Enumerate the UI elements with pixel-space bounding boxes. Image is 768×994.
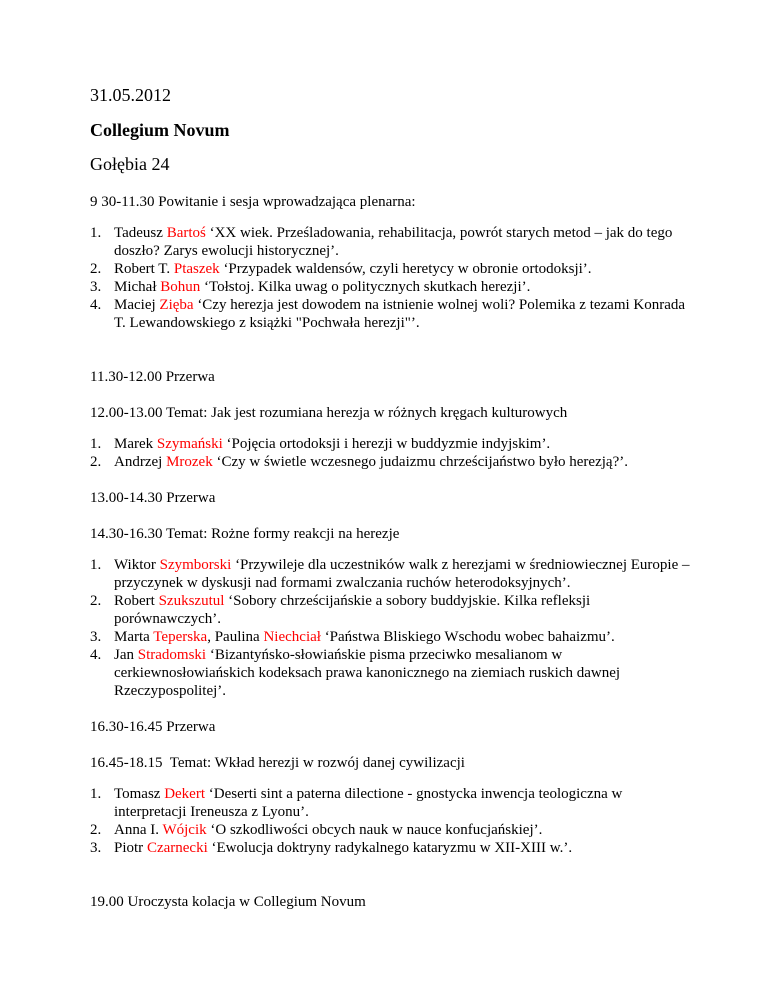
speaker-surname: Szymański bbox=[156, 436, 223, 452]
talk-title: ‘Przypadek waldensów, czyli heretycy w obronie ortodoksji’. bbox=[219, 261, 592, 277]
talk-list bbox=[90, 435, 690, 471]
venue-address: Gołębia 24 bbox=[90, 154, 170, 174]
list-item bbox=[90, 224, 690, 260]
item-number: 2. bbox=[90, 593, 102, 609]
speaker-first-name: Robert bbox=[114, 593, 159, 609]
item-number: 4. bbox=[90, 297, 102, 313]
talk-title: ‘XX wiek. Prześladowania, rehabilitacja, powrót starych metod – jak do tego doszło? Zarys ewolucji historycznej’. bbox=[114, 225, 673, 259]
speaker-first-name: Anna I. bbox=[114, 822, 163, 838]
talk-list bbox=[90, 556, 690, 700]
talk-list bbox=[90, 785, 690, 857]
list-item bbox=[90, 646, 690, 700]
list-item bbox=[90, 556, 690, 592]
item-number: 1. bbox=[90, 557, 102, 573]
list-item bbox=[90, 628, 690, 646]
closing-dinner: 19.00 Uroczysta kolacja w Collegium Novum bbox=[90, 894, 366, 910]
speaker-surname: Bohun bbox=[160, 279, 201, 295]
list-item bbox=[90, 592, 690, 628]
item-number: 2. bbox=[90, 822, 102, 838]
session-heading: 11.30-12.00 Przerwa bbox=[90, 369, 215, 385]
speaker-surname: Dekert bbox=[164, 786, 205, 802]
session-heading: 16.30-16.45 Przerwa bbox=[90, 719, 216, 735]
speaker-surname: Szymborski bbox=[159, 557, 232, 573]
talk-title: ‘Pojęcia ortodoksji i herezji w buddyzmie indyjskim’. bbox=[222, 436, 551, 452]
talk-title: ‘Ewolucja doktryny radykalnego kataryzmu w XII-XIII w.’. bbox=[207, 840, 573, 856]
talk-title: ‘Bizantyńsko-słowiańskie pisma przeciwko mesalianom w cerkiewnosłowiańskich kodeksach prawa kanonicznego na ziemiach ruskich dawnej Rzeczypospolitej’. bbox=[114, 647, 621, 699]
list-item bbox=[90, 821, 690, 839]
speaker-surname: Mrozek bbox=[166, 454, 213, 470]
venue-name: Collegium Novum bbox=[90, 120, 230, 140]
conference-date: 31.05.2012 bbox=[90, 85, 171, 105]
session-heading: 12.00-13.00 Temat: Jak jest rozumiana herezja w różnych kręgach kulturowych bbox=[90, 405, 568, 421]
list-item bbox=[90, 260, 690, 278]
item-number: 2. bbox=[90, 454, 102, 470]
talk-title: ‘Przywileje dla uczestników walk z herezjami w średniowiecznej Europie – przyczynek w dyskusji nad formami zwalczania ruchów heterodoksyjnych’. bbox=[114, 557, 690, 591]
speaker-first-name: Michał bbox=[114, 279, 161, 295]
session-heading: 16.45-18.15 Temat: Wkład herezji w rozwój danej cywilizacji bbox=[90, 755, 465, 771]
speaker-surname: Czarnecki bbox=[146, 840, 208, 856]
document-page bbox=[90, 84, 690, 911]
item-number: 4. bbox=[90, 647, 102, 663]
list-item bbox=[90, 785, 690, 821]
speaker-surname: Szukszutul bbox=[158, 593, 225, 609]
speaker-first-name: Marta bbox=[114, 629, 154, 645]
speaker-first-name: Maciej bbox=[114, 297, 160, 313]
speaker-separator: , Paulina bbox=[207, 629, 264, 645]
item-number: 1. bbox=[90, 786, 102, 802]
talk-list bbox=[90, 224, 690, 332]
speaker-first-name: Piotr bbox=[114, 840, 147, 856]
speaker-surname: Bartoś bbox=[166, 225, 206, 241]
speaker-surname: Wójcik bbox=[162, 822, 207, 838]
speaker-first-name: Andrzej bbox=[114, 454, 167, 470]
speaker-surname: Ptaszek bbox=[173, 261, 220, 277]
talk-title: ‘Tołstoj. Kilka uwag o politycznych skutkach herezji’. bbox=[200, 279, 531, 295]
item-number: 3. bbox=[90, 629, 102, 645]
item-number: 1. bbox=[90, 436, 102, 452]
session-heading: 13.00-14.30 Przerwa bbox=[90, 490, 216, 506]
list-item bbox=[90, 435, 690, 453]
talk-title: ‘Czy w świetle wczesnego judaizmu chrześcijaństwo było herezją?’. bbox=[212, 454, 628, 470]
speaker-surname: Teperska bbox=[153, 629, 208, 645]
talk-title: ‘O szkodliwości obcych nauk w nauce konfucjańskiej’. bbox=[206, 822, 543, 838]
speaker-first-name: Marek bbox=[114, 436, 157, 452]
item-number: 1. bbox=[90, 225, 102, 241]
speaker-first-name: Robert T. bbox=[114, 261, 174, 277]
item-number: 2. bbox=[90, 261, 102, 277]
speaker-first-name: Tadeusz bbox=[114, 225, 167, 241]
talk-title: ‘Państwa Bliskiego Wschodu wobec bahaizmu’. bbox=[320, 629, 615, 645]
talk-title: ‘Sobory chrześcijańskie a sobory buddyjskie. Kilka refleksji porównawczych’. bbox=[114, 593, 591, 627]
speaker-surname: Zięba bbox=[159, 297, 194, 313]
speaker-first-name: Jan bbox=[114, 647, 138, 663]
speaker-first-name: Tomasz bbox=[114, 786, 165, 802]
item-number: 3. bbox=[90, 840, 102, 856]
list-item bbox=[90, 278, 690, 296]
list-item bbox=[90, 453, 690, 471]
list-item bbox=[90, 296, 690, 332]
session-heading: 14.30-16.30 Temat: Rożne formy reakcji na herezje bbox=[90, 526, 400, 542]
speaker-surname: Niechciał bbox=[263, 629, 321, 645]
talk-title: ‘Czy herezja jest dowodem na istnienie wolnej woli? Polemika z tezami Konrada T. Lewandowskiego z książki "Pochwała herezji"’. bbox=[114, 297, 686, 331]
speaker-surname: Stradomski bbox=[137, 647, 207, 663]
item-number: 3. bbox=[90, 279, 102, 295]
speaker-first-name: Wiktor bbox=[114, 557, 160, 573]
session-heading: 9 30-11.30 Powitanie i sesja wprowadzająca plenarna: bbox=[90, 194, 416, 210]
list-item bbox=[90, 839, 690, 857]
talk-title: ‘Deserti sint a paterna dilectione - gnostycka inwencja teologiczna w interpretacji Ireneusza z Lyonu’. bbox=[114, 786, 623, 820]
